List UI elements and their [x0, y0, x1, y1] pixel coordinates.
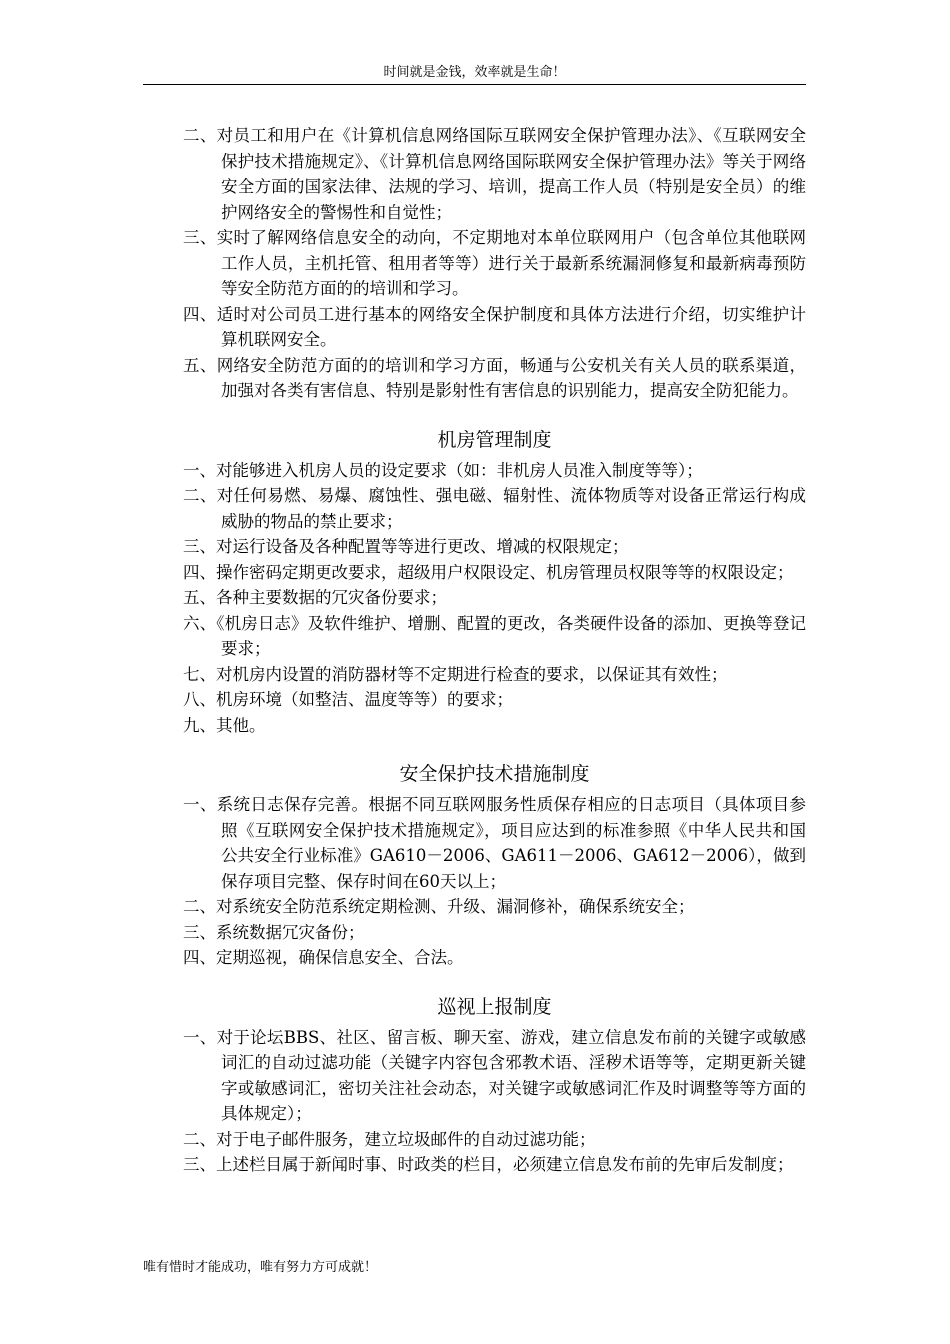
list-item: 二、对于电子邮件服务，建立垃圾邮件的自动过滤功能； — [183, 1129, 596, 1149]
section-inspection-report — [183, 994, 806, 1178]
list-item: 三、实时了解网络信息安全的动向，不定期地对本单位联网用户（包含单位其他联网工作人员，主机托管、租用者等等）进行关于最新系统漏洞修复和最新病毒预防等安全防范方面的的培训和学习。 — [183, 228, 806, 298]
list-item: 七、对机房内设置的消防器材等不定期进行检查的要求，以保证其有效性； — [183, 664, 728, 684]
list-item: 六、《机房日志》及软件维护、增删、配置的更改，各类硬件设备的添加、更换等登记要求； — [183, 613, 806, 658]
list-item: 四、定期巡视，确保信息安全、合法。 — [183, 948, 464, 967]
list-item: 一、系统日志保存完善。根据不同互联网服务性质保存相应的日志项目（具体项目参照《互联网安全保护技术措施规定》，项目应达到的标准参照《中华人民共和国公共安全行业标准》GA610－2006、GA611－2006、GA612－2006），做到保存项目完整、保存时间在60天以上； — [183, 795, 806, 891]
document-body — [183, 123, 806, 1178]
page-header: 时间就是金钱，效率就是生命！ — [383, 65, 566, 80]
list-item: 三、系统数据冗灾备份； — [183, 922, 365, 942]
section-title: 巡视上报制度 — [437, 995, 552, 1018]
list-item: 二、对任何易燃、易爆、腐蚀性、强电磁、辐射性、流体物质等对设备正常运行构成威胁的物品的禁止要求； — [183, 486, 806, 531]
list-item: 三、对运行设备及各种配置等等进行更改、增减的权限规定； — [183, 537, 629, 556]
list-item: 五、各种主要数据的冗灾备份要求； — [183, 588, 447, 607]
list-item: 一、对能够进入机房人员的设定要求（如：非机房人员准入制度等等）； — [183, 460, 703, 480]
section-title: 机房管理制度 — [437, 428, 552, 451]
list-item: 五、网络安全防范方面的的培训和学习方面，畅通与公安机关有关人员的联系渠道，加强对各类有害信息、特别是影射性有害信息的识别能力，提高安全防犯能力。 — [183, 355, 806, 400]
list-item: 二、对员工和用户在《计算机信息网络国际互联网安全保护管理办法》、《互联网安全保护技术措施规定》、《计算机信息网络国际联网安全保护管理办法》等关于网络安全方面的国家法律、法规的学习、培训，提高工作人员（特别是安全员）的维护网络安全的警惕性和自觉性； — [183, 126, 806, 222]
list-item: 四、适时对公司员工进行基本的网络安全保护制度和具体方法进行介绍，切实维护计算机联网安全。 — [183, 304, 806, 349]
list-item: 二、对系统安全防范系统定期检测、升级、漏洞修补，确保系统安全； — [183, 897, 695, 916]
list-item: 八、机房环境（如整洁、温度等等）的要求； — [183, 690, 513, 709]
list-item: 一、对于论坛BBS、社区、留言板、聊天室、游戏，建立信息发布前的关键字或敏感词汇的自动过滤功能（关键字内容包含邪教术语、淫秽术语等等，定期更新关键字或敏感词汇，密切关注社会动态，对关键字或敏感词汇作及时调整等等方面的具体规定）； — [183, 1027, 806, 1123]
section-title: 安全保护技术措施制度 — [399, 763, 590, 785]
list-item: 三、上述栏目属于新闻时事、时政类的栏目，必须建立信息发布前的先审后发制度； — [183, 1155, 794, 1174]
list-item: 九、其他。 — [183, 715, 266, 735]
list-item: 四、操作密码定期更改要求，超级用户权限设定、机房管理员权限等等的权限设定； — [183, 562, 794, 582]
section-security-measures — [183, 761, 806, 971]
section-machine-room — [183, 427, 806, 739]
header-divider — [143, 84, 806, 85]
page-footer: 唯有惜时才能成功，唯有努力方可成就！ — [143, 1260, 378, 1275]
intro-list — [183, 123, 806, 404]
